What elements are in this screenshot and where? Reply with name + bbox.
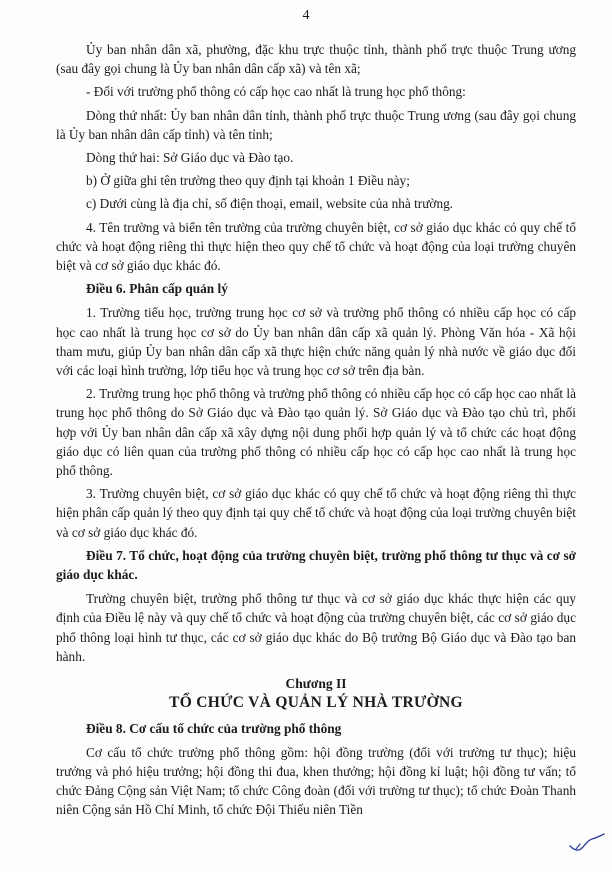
article-6-heading: Điều 6. Phân cấp quản lý [86, 281, 228, 297]
paragraph: 1. Trường tiểu học, trường trung học cơ sở và trường phổ thông có nhiều cấp học có cấp học cao nhất là trung học cơ sở do Ủy ban nhân dân cấp xã quản lý. Phòng Văn hóa - Xã hội tham mưu, giúp Ủy ban nhân dân cấp xã thực hiện chức năng quản lý nhà nước về giáo dục đối với các loại hình trường, lớp tiểu học và trung học cơ sở trên địa bàn. [56, 305, 576, 379]
paragraph: c) Dưới cùng là địa chỉ, số điện thoại, email, website của nhà trường. [86, 196, 454, 212]
paragraph: Trường chuyên biệt, trường phổ thông tư thục và cơ sở giáo dục khác thực hiện các quy định của Điều lệ này và quy chế tổ chức và hoạt động của trường chuyên biệt, các cơ sở giáo dục phổ thông loại hình tư thục, các cơ sở giáo dục khác do Bộ trưởng Bộ Giáo dục và Đào tạo ban hành. [56, 591, 576, 664]
paragraph: Cơ cấu tổ chức trường phổ thông gồm: hội đồng trường (đối với trường tư thục); hiệu trưởng và phó hiệu trưởng; hội đồng thi đua, khen thưởng; hội đồng kỉ luật; hội đồng tư vấn; tổ chức Đảng Cộng sản Việt Nam; tổ chức Công đoàn (đối với trường tư thục); tổ chức Đoàn Thanh niên Cộng sản Hồ Chí Minh, tổ chức Đội Thiếu niên Tiền [56, 744, 576, 818]
chapter-label: Chương II [285, 676, 347, 692]
paragraph: 3. Trường chuyên biệt, cơ sở giáo dục khác có quy chế tổ chức và hoạt động riêng thì thực hiện phân cấp quản lý theo quy định tại quy chế tổ chức và hoạt động của loại trường chuyên biệt và cơ sở giáo dục khác đó. [56, 486, 576, 540]
paragraph: Ủy ban nhân dân xã, phường, đặc khu trực thuộc tỉnh, thành phố trực thuộc Trung ương (sau đây gọi chung là Ủy ban nhân dân cấp xã) và tên xã; [56, 42, 576, 77]
article-7-heading: Điều 7. Tổ chức, hoạt động của trường chuyên biệt, trường phổ thông tư thục và cơ sở giáo dục khác. [56, 547, 576, 583]
paragraph: 4. Tên trường và biển tên trường của trường chuyên biệt, cơ sở giáo dục khác có quy chế tổ chức và hoạt động riêng thì thực hiện theo quy chế tổ chức và hoạt động của loại trường chuyên biệt và cơ sở giáo dục khác đó. [56, 219, 576, 274]
paragraph: Dòng thứ hai: Sở Giáo dục và Đào tạo. [86, 150, 294, 166]
article-8-heading: Điều 8. Cơ cấu tổ chức của trường phổ thông [86, 720, 342, 736]
paragraph: Dòng thứ nhất: Ủy ban nhân dân tỉnh, thành phố trực thuộc Trung ương (sau đây gọi chung là Ủy ban nhân dân cấp tỉnh) và tên tỉnh; [56, 107, 576, 142]
paragraph: b) Ở giữa ghi tên trường theo quy định tại khoản 1 Điều này; [86, 173, 410, 189]
chapter-title: TỔ CHỨC VÀ QUẢN LÝ NHÀ TRƯỜNG [169, 694, 463, 712]
initial-signature-mark [566, 832, 606, 854]
paragraph: - Đối với trường phổ thông có cấp học cao nhất là trung học phổ thông: [86, 84, 466, 100]
page-number: 4 [302, 8, 310, 23]
paragraph: 2. Trường trung học phổ thông và trường phổ thông có nhiều cấp học có cấp học cao nhất là trung học phổ thông do Sở Giáo dục và Đào tạo quản lý. Sở Giáo dục và Đào tạo chủ trì, phối hợp với Ủy ban nhân dân cấp xã xây dựng nội dung phối hợp quản lý và tổ chức các hoạt động giáo dục có liên quan của trường phổ thông có nhiều cấp học có cấp học cao nhất là trung học phổ thông. [56, 386, 576, 479]
document-body [56, 40, 576, 824]
